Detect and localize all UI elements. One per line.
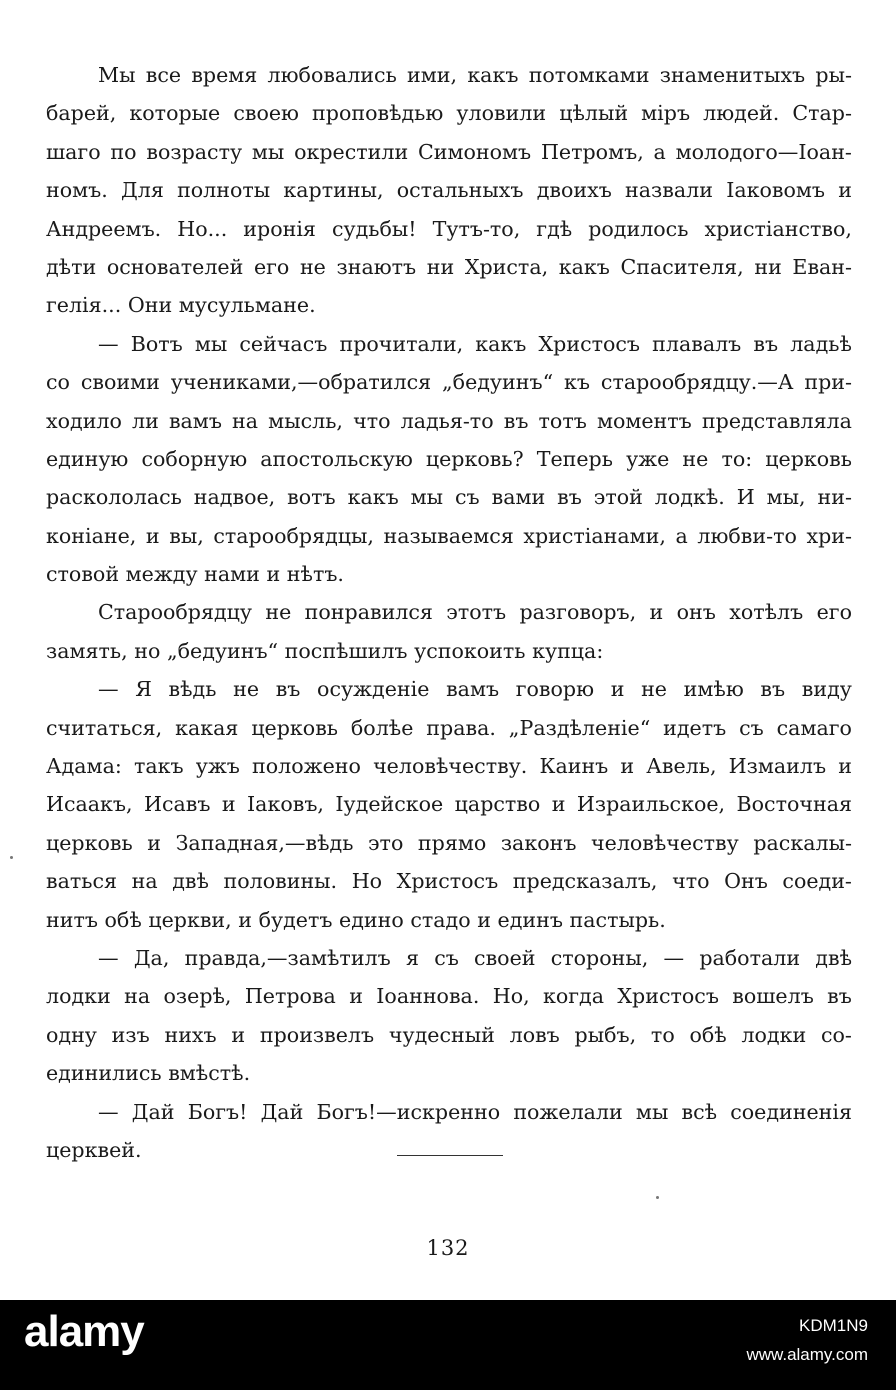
page-number: 132 [426, 1236, 470, 1260]
text-line: со своими учениками,—обратился „бедуинъ“ къ старообрядцу.—А при- [46, 370, 852, 395]
site-url: www.alamy.com [746, 1345, 868, 1364]
text-line: единую соборную апостольскую церковь? Теперь уже не то: церковь [46, 446, 852, 471]
text-line: одну изъ нихъ и произвелъ чудесный ловъ рыбъ, то обѣ лодки со- [46, 1022, 852, 1047]
text-line: дѣти основателей его не знаютъ ни Христа, какъ Спасителя, ни Еван- [46, 254, 852, 279]
image-id: KDM1N9 [799, 1316, 868, 1335]
alamy-logo: alamy [24, 1307, 144, 1356]
text-line: Андреемъ. Но... иронія судьбы! Тутъ-то, гдѣ родилось христіанство, [46, 216, 852, 241]
page-body-text [46, 56, 852, 1169]
scan-speck [656, 1196, 659, 1199]
text-line: Исаакъ, Исавъ и Іаковъ, Іудейское царство и Израильское, Восточная [46, 792, 852, 817]
text-line: церквей. [46, 1137, 142, 1162]
text-line: коніане, и вы, старообрядцы, называемся христіанами, а любви-то хри- [46, 523, 852, 548]
text-line: лодки на озерѣ, Петрова и Іоаннова. Но, когда Христосъ вошелъ въ [46, 984, 852, 1009]
text-line: Мы все время любовались ими, какъ потомками знаменитыхъ ры- [98, 63, 852, 87]
section-divider-rule [397, 1155, 503, 1156]
text-line: стовой между нами и нѣтъ. [46, 562, 344, 587]
text-line: барей, которые своею проповѣдью уловили цѣлый міръ людей. Стар- [46, 101, 852, 126]
text-line: ваться на двѣ половины. Но Христосъ предсказалъ, что Онъ соеди- [46, 869, 852, 894]
text-line: — Вотъ мы сейчасъ прочитали, какъ Христосъ плавалъ въ ладьѣ [98, 331, 852, 356]
text-line: нитъ обѣ церкви, и будетъ едино стадо и единъ пастырь. [46, 907, 666, 932]
text-line: шаго по возрасту мы окрестили Симономъ Петромъ, а молодого—Іоан- [46, 139, 852, 164]
text-line: считаться, какая церковь болѣе права. „Раздѣленіе“ идетъ съ самаго [46, 715, 852, 740]
text-line: Старообрядцу не понравился этотъ разговоръ, и онъ хотѣлъ его [98, 600, 852, 625]
text-line: замять, но „бедуинъ“ поспѣшилъ успокоить купца: [46, 638, 604, 663]
text-line: — Дай Богъ! Дай Богъ!—искренно пожелали мы всѣ соединенія [98, 1099, 852, 1124]
text-line: единились вмѣстѣ. [46, 1061, 251, 1086]
text-line: гелія... Они мусульмане. [46, 293, 316, 318]
scan-speck [10, 856, 13, 859]
text-line: Адама: такъ ужъ положено человѣчеству. Каинъ и Авель, Измаилъ и [46, 754, 852, 779]
text-line: ходило ли вамъ на мысль, что ладья-то въ тотъ моментъ представляла [46, 408, 852, 433]
text-line: церковь и Западная,—вѣдь это прямо законъ человѣчеству раскалы- [46, 830, 852, 855]
text-line: — Да, правда,—замѣтилъ я съ своей стороны, — работали двѣ [98, 945, 852, 970]
text-line: номъ. Для полноты картины, остальныхъ двоихъ назвали Іаковомъ и [46, 178, 852, 203]
text-line: — Я вѣдь не въ осужденіе вамъ говорю и не имѣю въ виду [98, 677, 852, 702]
text-line: раскололась надвое, вотъ какъ мы съ вами въ этой лодкѣ. И мы, ни- [46, 485, 852, 510]
